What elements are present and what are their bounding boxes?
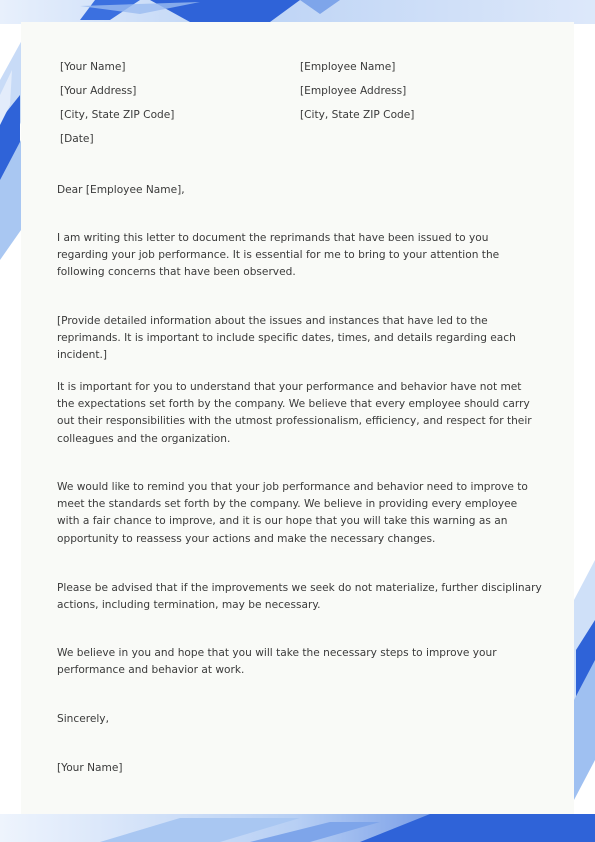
- sender-address: [Your Address]: [60, 85, 137, 97]
- body-paragraph: I am writing this letter to document the reprimands that have been issued to you regarding your job performance. It is essential for me to bring to your attention the following concerns that have been observed.: [57, 232, 500, 279]
- body-paragraph: We believe in you and hope that you will take the necessary steps to improve your performance and behavior at work.: [57, 647, 497, 677]
- body-paragraph: We would like to remind you that your job performance and behavior need to improve to meet the standards set forth by the company. We believe in providing every employee with a fair chance to improve, and it is our hope that you will take this warning as an opportunity to reassess your actions and make the necessary changes.: [57, 481, 528, 545]
- body-paragraph: It is important for you to understand that your performance and behavior have not met the expectations set forth by the company. We believe that every employee should carry out their responsibilities with the utmost professionalism, efficiency, and respect for their colleagues and the organization.: [57, 381, 532, 445]
- recipient-city-state-zip: [City, State ZIP Code]: [300, 109, 415, 121]
- recipient-name: [Employee Name]: [300, 61, 396, 73]
- body-paragraph: Please be advised that if the improvements we seek do not materialize, further disciplinary actions, including termination, may be necessary.: [57, 582, 542, 612]
- recipient-address: [Employee Address]: [300, 85, 407, 97]
- sender-city-state-zip: [City, State ZIP Code]: [60, 109, 175, 121]
- closing: Sincerely,: [57, 713, 109, 725]
- sender-name: [Your Name]: [60, 61, 126, 73]
- letter-date: [Date]: [60, 133, 94, 145]
- signature-name: [Your Name]: [57, 762, 123, 774]
- salutation: Dear [Employee Name],: [57, 184, 185, 196]
- body-paragraph: [Provide detailed information about the issues and instances that have led to the reprimands. It is important to include specific dates, times, and details regarding each incident.]: [57, 315, 516, 362]
